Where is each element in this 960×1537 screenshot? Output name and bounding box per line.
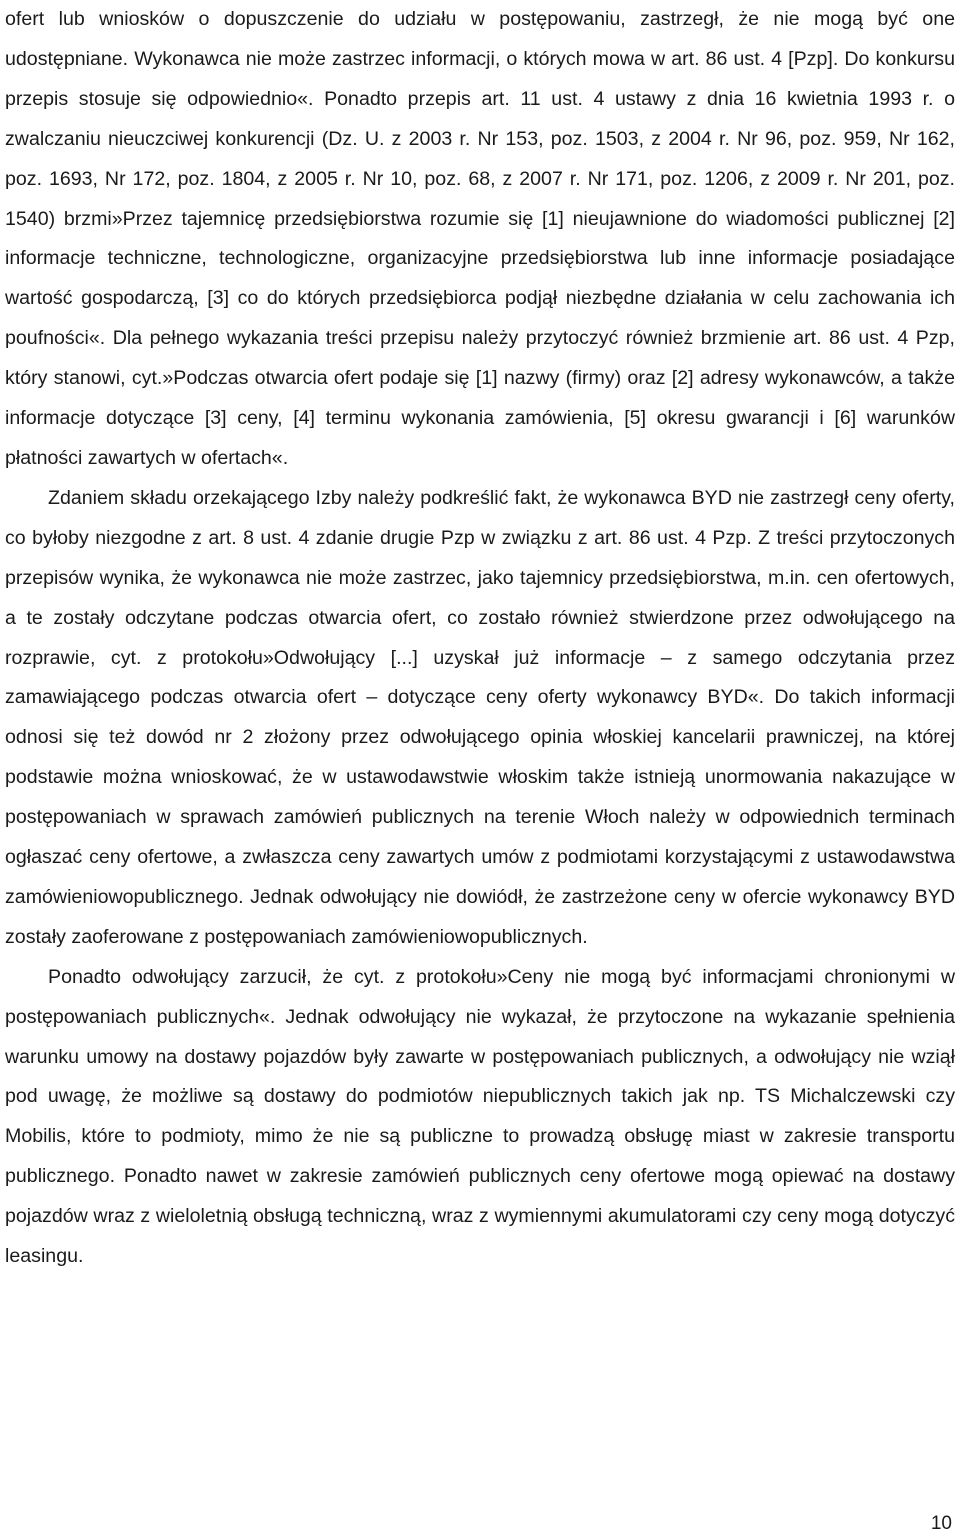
paragraph-2: Zdaniem składu orzekającego Izby należy podkreślić fakt, że wykonawca BYD nie zastrzegł ceny oferty, co byłoby niezgodne z art. 8 ust. 4 zdanie drugie Pzp w związku z art. 86 ust. 4 Pzp. Z treści przytoczonych przepisów wynika, że wykonawca nie może zastrzec, jako tajemnicy przedsiębiorstwa, m.in. cen ofertowych, a te zostały odczytane podczas otwarcia ofert, co zostało również stwierdzone przez odwołującego na rozprawie, cyt. z protokołu»Odwołujący [...] uzyskał już informacje – z samego odczytania przez zamawiającego podczas otwarcia ofert – dotyczące ceny oferty wykonawcy BYD«. Do takich informacji odnosi się też dowód nr 2 złożony przez odwołującego opinia włoskiej kancelarii prawniczej, na której podstawie można wnioskować, że w ustawodawstwie włoskim także istnieją unormowania nakazujące w postępowaniach w sprawach zamówień publicznych na terenie Włoch należy w odpowiednich terminach ogłaszać ceny ofertowe, a zwłaszcza ceny zawartych umów z podmiotami korzystającymi z ustawodawstwa zamówieniowopublicznego. Jednak odwołujący nie dowiódł, że zastrzeżone ceny w ofercie wykonawcy BYD zostały zaoferowane z postępowaniach zamówieniowopublicznych. [5,486,955,948]
paragraph-3: Ponadto odwołujący zarzucił, że cyt. z protokołu»Ceny nie mogą być informacjami chronionymi w postępowaniach publicznych«. Jednak odwołujący nie wykazał, że przytoczone na wykazanie spełnienia warunku umowy na dostawy pojazdów były zawarte w postępowaniach publicznych, a odwołujący nie wziął pod uwagę, że możliwe są dostawy do podmiotów niepublicznych takich jak np. TS Michalczewski czy Mobilis, które to podmioty, mimo że nie są publiczne to prowadzą obsługę miast w zakresie transportu publicznego. Ponadto nawet w zakresie zamówień publicznych ceny ofertowe mogą opiewać na dostawy pojazdów wraz z wieloletnią obsługą techniczną, wraz z wymiennymi akumulatorami czy ceny mogą dotyczyć leasingu. [5,965,955,1268]
document-page [5,0,955,1277]
page-number: 10 [930,1513,952,1534]
paragraph-1: ofert lub wniosków o dopuszczenie do udziału w postępowaniu, zastrzegł, że nie mogą być one udostępniane. Wykonawca nie może zastrzec informacji, o których mowa w art. 86 ust. 4 [Pzp]. Do konkursu przepis stosuje się odpowiednio«. Ponadto przepis art. 11 ust. 4 ustawy z dnia 16 kwietnia 1993 r. o zwalczaniu nieuczciwej konkurencji (Dz. U. z 2003 r. Nr 153, poz. 1503, z 2004 r. Nr 96, poz. 959, Nr 162, poz. 1693, Nr 172, poz. 1804, z 2005 r. Nr 10, poz. 68, z 2007 r. Nr 171, poz. 1206, z 2009 r. Nr 201, poz. 1540) brzmi»Przez tajemnicę przedsiębiorstwa rozumie się [1] nieujawnione do wiadomości publicznej [2] informacje techniczne, technologiczne, organizacyjne przedsiębiorstwa lub inne informacje posiadające wartość gospodarczą, [3] co do których przedsiębiorca podjął niezbędne działania w celu zachowania ich poufności«. Dla pełnego wykazania treści przepisu należy przytoczyć również brzmienie art. 86 ust. 4 Pzp, który stanowi, cyt.»Podczas otwarcia ofert podaje się [1] nazwy (firmy) oraz [2] adresy wykonawców, a także informacje dotyczące [3] ceny, [4] terminu wykonania zamówienia, [5] okresu gwarancji i [6] warunków płatności zawartych w ofertach«. [5,8,955,469]
